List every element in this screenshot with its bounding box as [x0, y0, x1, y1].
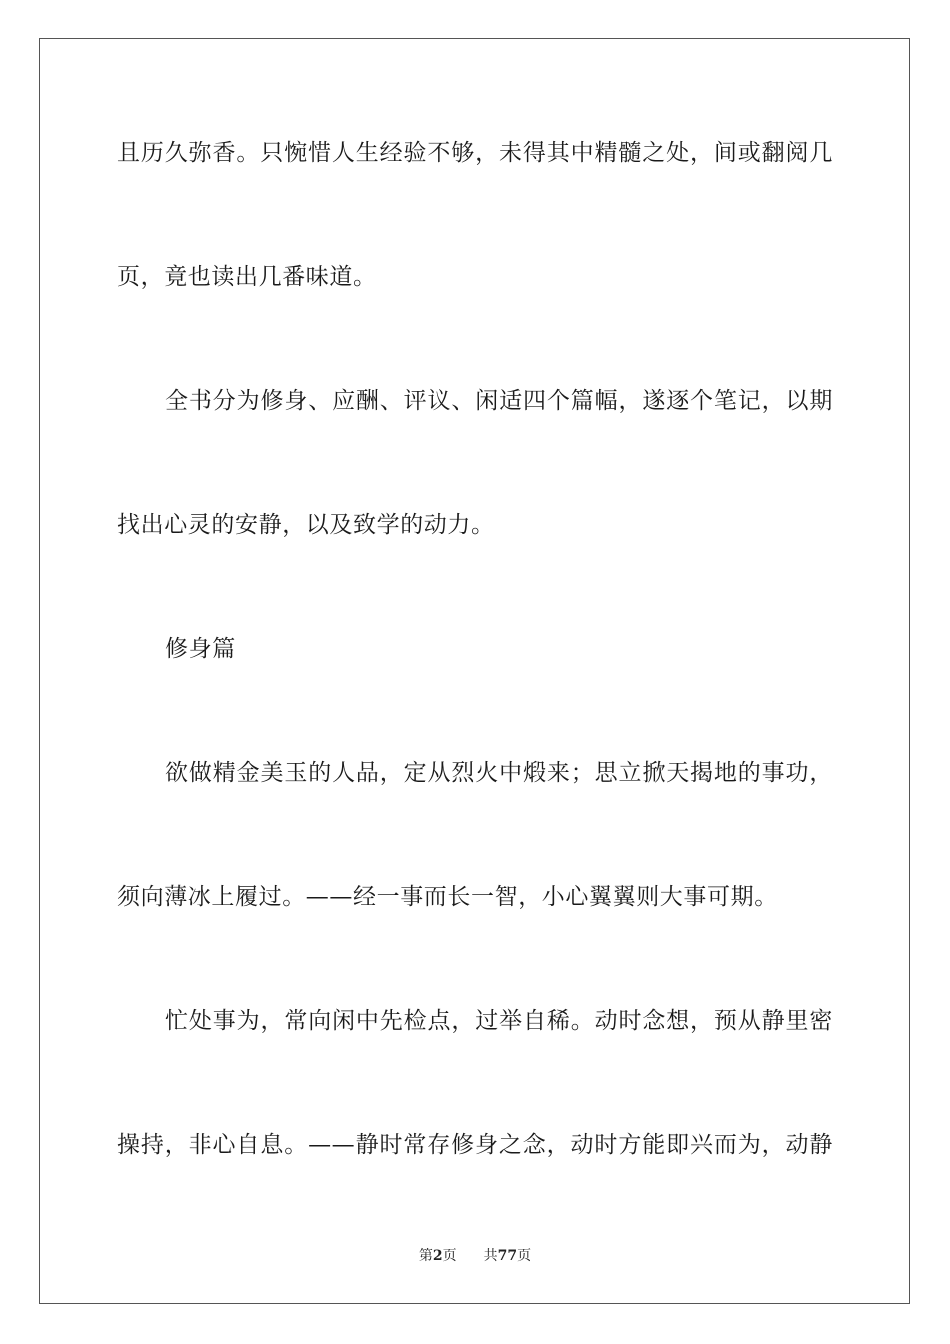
total-suffix: 页 [517, 1248, 532, 1264]
total-prefix: 共 [483, 1248, 498, 1264]
body-line-6: 欲做精金美玉的人品，定从烈火中煅来；思立掀天揭地的事功， [165, 760, 833, 786]
page-footer [0, 1247, 950, 1265]
page-indicator [419, 1248, 461, 1264]
page-suffix: 页 [442, 1248, 457, 1264]
body-line-4: 找出心灵的安静，以及致学的动力。 [117, 512, 495, 538]
body-line-9: 操持，非心自息。——静时常存修身之念，动时方能即兴而为，动静 [117, 1132, 833, 1158]
section-heading: 修身篇 [165, 636, 236, 662]
page-prefix: 第 [418, 1248, 433, 1264]
body-line-3: 全书分为修身、应酬、评议、闲适四个篇幅，遂逐个笔记，以期 [165, 388, 833, 414]
body-line-2: 页，竟也读出几番味道。 [117, 264, 377, 290]
page-border [39, 38, 910, 1304]
body-line-1: 且历久弥香。只惋惜人生经验不够，未得其中精髓之处，间或翻阅几 [117, 140, 833, 166]
total-page-count: 77 [497, 1248, 518, 1264]
body-line-7: 须向薄冰上履过。——经一事而长一智，小心翼翼则大事可期。 [117, 884, 778, 910]
page-number: 2 [432, 1248, 443, 1264]
total-pages-indicator [484, 1248, 531, 1264]
body-line-8: 忙处事为，常向闲中先检点，过举自稀。动时念想，预从静里密 [165, 1008, 833, 1034]
